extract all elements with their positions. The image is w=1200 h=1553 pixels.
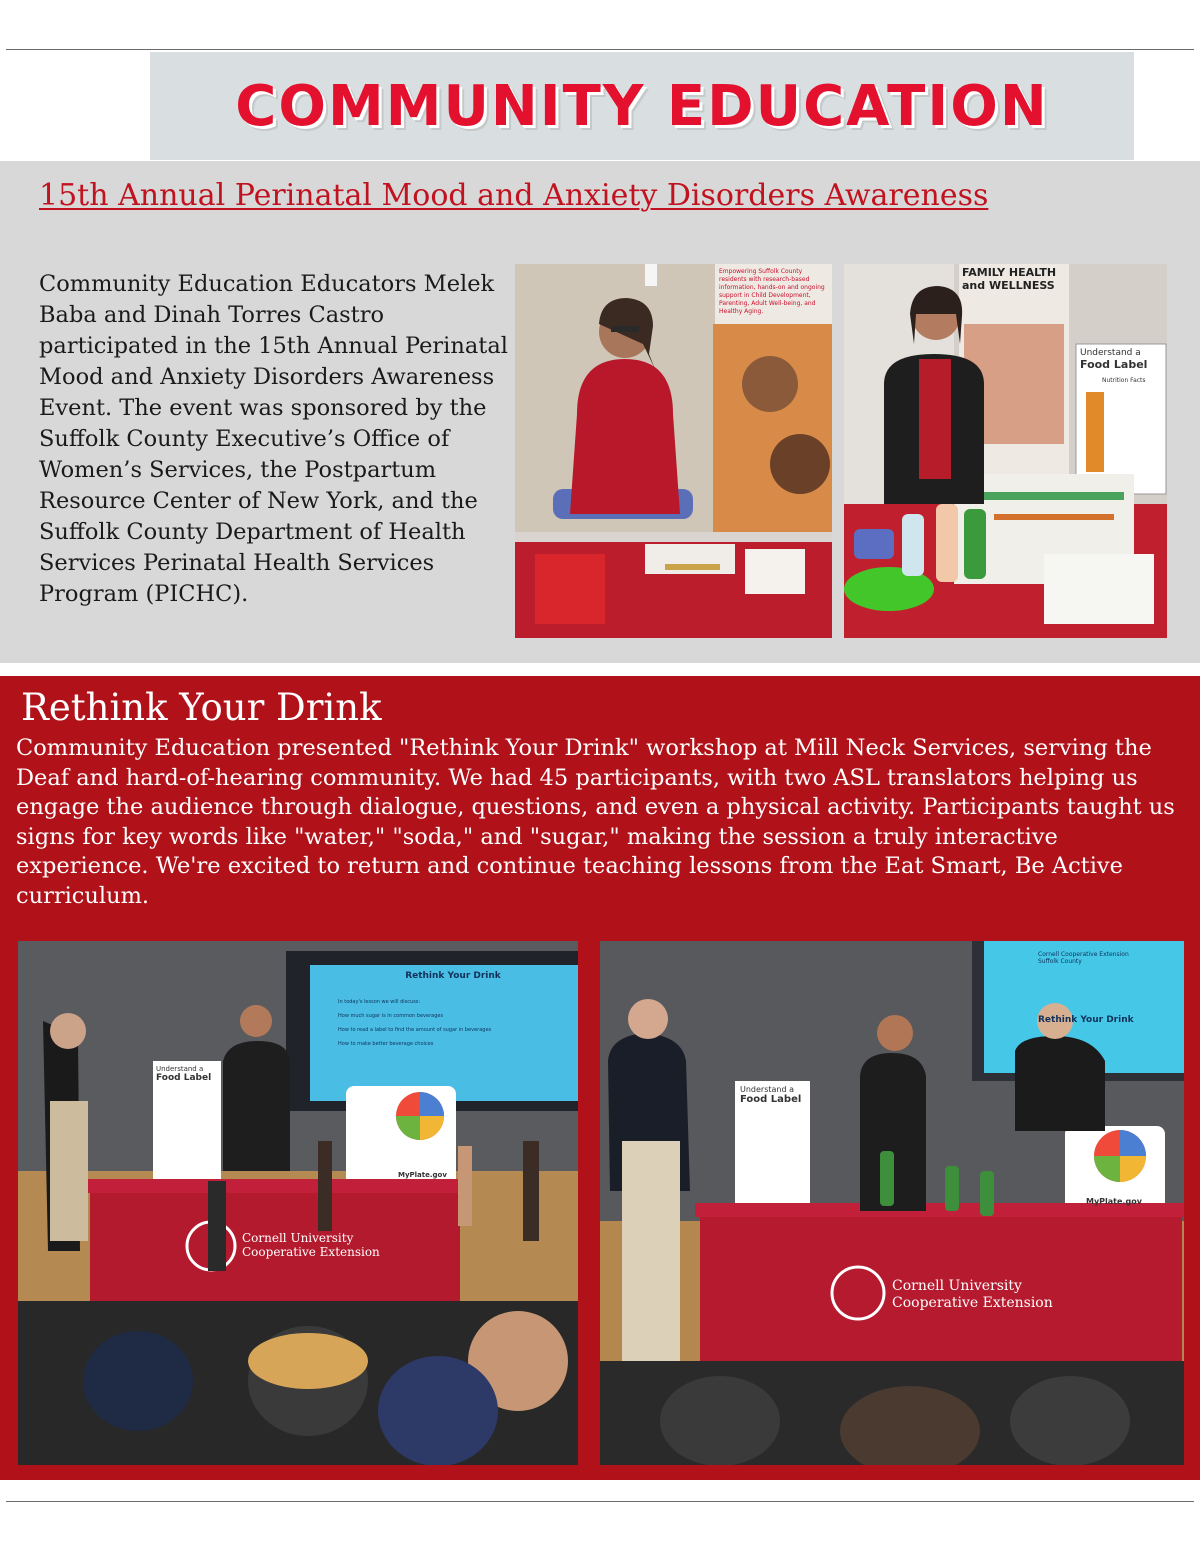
top-divider (6, 49, 1194, 50)
photo4-myplate: MyPlate.gov (1086, 1197, 1142, 1206)
photo3-sign-line2: Food Label (156, 1073, 212, 1083)
photo3-table-line2: Cooperative Extension (242, 1245, 380, 1259)
rethink-your-drink-section (0, 676, 1200, 1480)
event-photo-educator-1 (515, 264, 832, 638)
page-title: COMMUNITY EDUCATION (235, 73, 1049, 139)
photo4-screen-title: Rethink Your Drink (1038, 1015, 1134, 1025)
photo2-sign-line1: Understand a (1080, 348, 1141, 358)
workshop-photo-presenters (600, 941, 1184, 1465)
photo3-screen-line4: How to make better beverage choices (338, 1041, 434, 1047)
photo3-table-cover (242, 1231, 380, 1259)
photo4-table-line2: Cooperative Extension (892, 1295, 1053, 1311)
perinatal-heading: 15th Annual Perinatal Mood and Anxiety Disorders Awareness (39, 178, 989, 213)
rethink-heading: Rethink Your Drink (21, 686, 382, 729)
photo2-banner-line1: FAMILY HEALTH (962, 266, 1057, 279)
workshop-photo-audience (18, 941, 578, 1465)
photo2-banner-title (962, 266, 1072, 292)
photo3-screen (318, 971, 568, 1047)
perinatal-body-text: Community Education Educators Melek Baba and Dinah Torres Castro participated in the 15th Annual Perinatal Mood and Anxiety Disorders Awareness Event. The event was sponsored by the Suffolk County Executive’s Office of Women’s Services, the Postpartum Resource Center of New York, and the Suffolk County Department of Health Services Perinatal Health Services Program (PICHC). (39, 271, 508, 607)
photo4-screen-line1: Cornell Cooperative Extension (1038, 951, 1129, 958)
photo3-screen-title: Rethink Your Drink (405, 971, 501, 981)
bottom-divider (6, 1501, 1194, 1502)
photo4-table-line1: Cornell University (892, 1278, 1022, 1294)
photo3-food-label-sign (156, 1065, 218, 1083)
photo2-banner-line2: and WELLNESS (962, 279, 1055, 292)
photo2-sign-line3: Nutrition Facts (1102, 377, 1146, 384)
photo3-myplate: MyPlate.gov (398, 1171, 447, 1179)
photo3-sign-line1: Understand a (156, 1065, 204, 1073)
photo1-banner-text: Empowering Suffolk County residents with research-based information, hands-on and ongoing support in Child Development, Parenting, Adult Well-being, and Healthy Aging. (719, 268, 825, 315)
photo3-screen-line3: How to read a label to find the amount of sugar in beverages (338, 1027, 492, 1033)
photo2-sign-line2: Food Label (1080, 358, 1148, 371)
perinatal-awareness-section (0, 161, 1200, 663)
photo4-screen (1038, 951, 1178, 1025)
photo4-food-label-sign (740, 1085, 808, 1105)
photo3-screen-line2: How much sugar is in common beverages (338, 1013, 444, 1019)
photo3-table-line1: Cornell University (242, 1231, 354, 1245)
photo4-sign-line2: Food Label (740, 1094, 802, 1105)
photo4-table-cover (892, 1278, 1053, 1312)
photo4-screen-line2: Suffolk County (1038, 958, 1082, 965)
rethink-body-text: Community Education presented "Rethink Your Drink" workshop at Mill Neck Services, serving the Deaf and hard-of-hearing community. We had 45 participants, with two ASL translators helping us engage the audience through dialogue, questions, and even a physical activity. Participants taught us signs for key words like "water," "soda," and "sugar," making the session a truly interactive experience. We're excited to return and continue teaching lessons from the Eat Smart, Be Active curriculum. (16, 735, 1175, 909)
photo2-food-label-sign (1080, 348, 1162, 384)
photo4-sign-line1: Understand a (740, 1085, 795, 1094)
event-photo-educator-2 (844, 264, 1167, 638)
header-banner (150, 52, 1134, 160)
photo3-screen-line1: In today's lesson we will discuss: (338, 999, 421, 1005)
